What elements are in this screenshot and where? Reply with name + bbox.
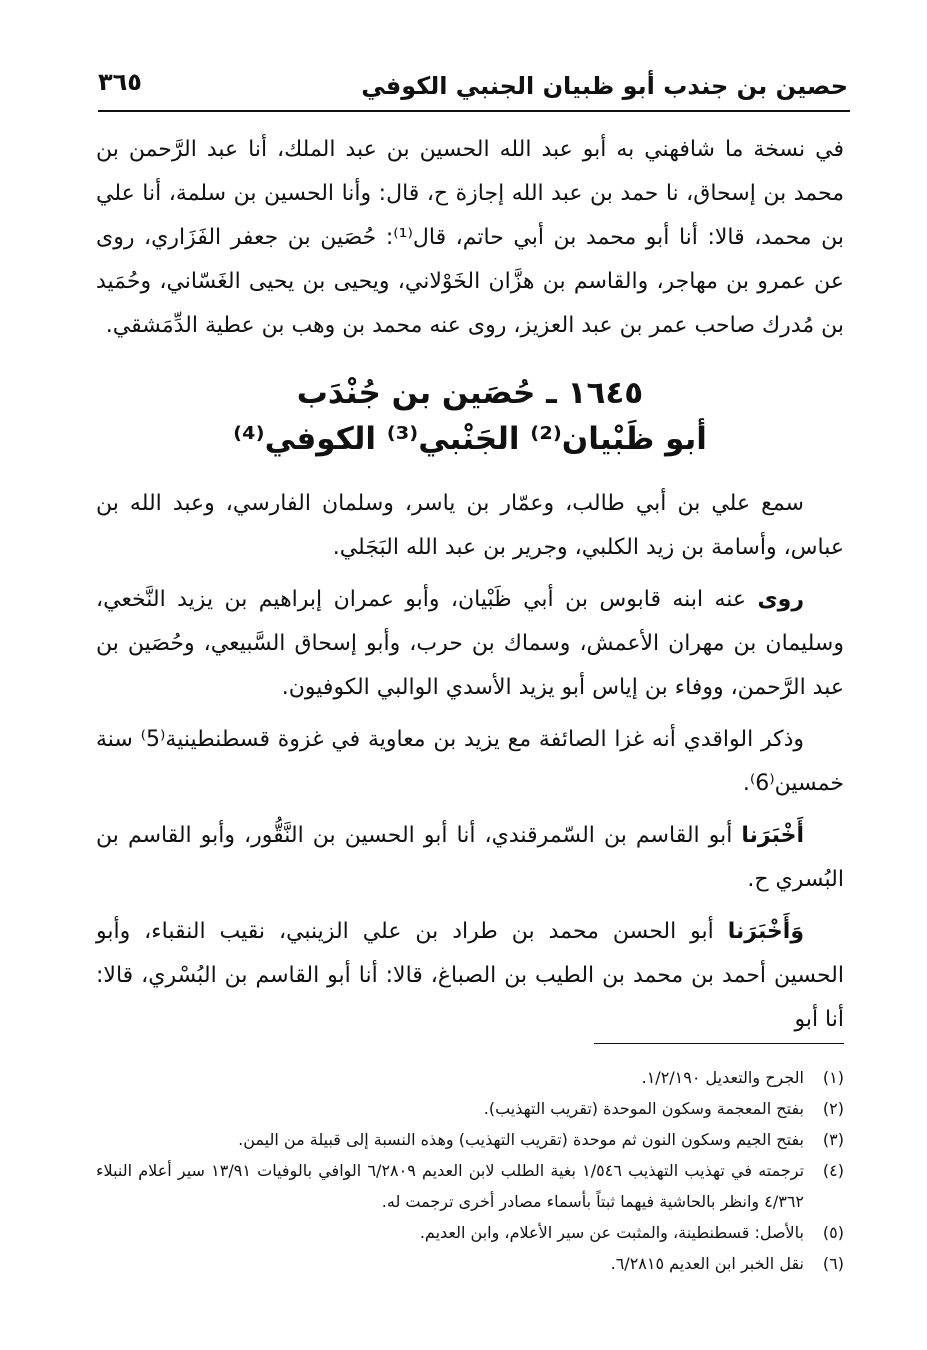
paragraph-lead-word: روى bbox=[757, 587, 804, 612]
paragraph-lead-word: وَأَخْبَرَنا bbox=[727, 919, 804, 944]
footnote bbox=[96, 1217, 844, 1248]
entry-heading-kunya: أبو ظَبْيان⁽²⁾ الجَنْبي⁽³⁾ الكوفي⁽⁴⁾ bbox=[233, 421, 707, 457]
footnote bbox=[96, 1062, 844, 1093]
header-rule bbox=[98, 110, 850, 112]
footnote bbox=[96, 1155, 844, 1217]
paragraph-waqidi: وذكر الواقدي أنه غزا الصائفة مع يزيد بن معاوية في غزوة قسطنطينية⁽5⁾ سنة خمسين⁽6⁾. bbox=[96, 727, 844, 796]
paragraph-akhbarana-1-text: أبو القاسم بن السّمرقندي، أنا أبو الحسين بن النَّقُّور، وأبو القاسم بن البُسري ح. bbox=[96, 823, 844, 892]
footnote-rule bbox=[594, 1043, 844, 1044]
footnote-text: نقل الخبر ابن العديم ٦/٢٨١٥. bbox=[610, 1254, 804, 1273]
running-title: حصين بن جندب أبو ظبيان الجنبي الكوفي bbox=[361, 72, 848, 100]
footnote-number: (٢) bbox=[822, 1099, 844, 1118]
footnotes bbox=[96, 1062, 844, 1279]
footnote-number: (٦) bbox=[822, 1254, 844, 1273]
footnote bbox=[96, 1093, 844, 1124]
paragraph-students-text: عنه ابنه قابوس بن أبي ظَبْيان، وأبو عمران إبراهيم بن يزيد النَّخعي، وسليمان بن مهران الأعمش، وسماك بن حرب، وأبو إسحاق السَّبيعي، وحُصَين بن عبد الرَّحمن، ووفاء بن إياس أبو يزيد الأسدي الوالبي الكوفيون. bbox=[96, 587, 844, 700]
paragraph-akhbarana-2-text: أبو الحسن محمد بن طراد بن علي الزينبي، نقيب النقباء، وأبو الحسين أحمد بن محمد بن الطيب بن الصباغ، قالا: أنا أبو القاسم بن البُسْري، قالا: أنا أبو bbox=[96, 919, 844, 1032]
footnote-number: (٣) bbox=[822, 1130, 844, 1149]
footnote-number: (٤) bbox=[822, 1161, 844, 1180]
paragraph-akhbarana-2 bbox=[96, 910, 844, 1042]
main-text bbox=[96, 128, 844, 1042]
footnote-text: الجرح والتعديل ١/٢/١٩٠. bbox=[641, 1068, 804, 1087]
footnote-text: بفتح المعجمة وسكون الموحدة (تقريب التهذيب). bbox=[483, 1099, 804, 1118]
paragraph-akhbarana-1 bbox=[96, 814, 844, 902]
page-number: ٣٦٥ bbox=[98, 68, 142, 96]
paragraph-isnad-continued: في نسخة ما شافهني به أبو عبد الله الحسين بن عبد الملك، أنا عبد الرَّحمن بن محمد بن إسحاق، نا حمد بن عبد الله إجازة ح، قال: وأنا الحسين بن سلمة، أنا علي بن محمد، قالا: أنا أبو محمد بن أبي حاتم، قال⁽¹⁾: حُصَين بن جعفر الفَزَاري، روى عن عمرو بن مهاجر، والقاسم بن هزَّان الخَوْلاني، ويحيى بن يحيى الغَسّاني، وحُمَيد بن مُدرك صاحب عمر بن عبد العزيز، روى عنه محمد بن وهب بن عطية الدِّمَشقي. bbox=[96, 137, 844, 338]
footnote bbox=[96, 1124, 844, 1155]
entry-heading-name: ١٦٤٥ ـ حُصَين بن جُنْدَب bbox=[296, 375, 644, 411]
paragraph-students bbox=[96, 578, 844, 710]
footnote-text: ترجمته في تهذيب التهذيب ١/٥٤٦ بغية الطلب لابن العديم ٦/٢٨٠٩ الوافي بالوفيات ١٣/٩١ سير أعلام النبلاء ٤/٣٦٢ وانظر بالحاشية فيهما ثبتاً بأسماء مصادر أخرى ترجمت له. bbox=[96, 1161, 805, 1211]
entry-heading bbox=[96, 370, 844, 462]
page-header bbox=[98, 62, 848, 106]
footnote-text: بفتح الجيم وسكون النون ثم موحدة (تقريب التهذيب) وهذه النسبة إلى قبيلة من اليمن. bbox=[238, 1130, 804, 1149]
footnote bbox=[96, 1248, 844, 1279]
footnote-text: بالأصل: قسطنطينة، والمثبت عن سير الأعلام، وابن العديم. bbox=[419, 1223, 804, 1242]
footnote-number: (٥) bbox=[822, 1223, 844, 1242]
paragraph-teachers: سمع علي بن أبي طالب، وعمّار بن ياسر، وسلمان الفارسي، وعبد الله بن عباس، وأسامة بن زيد الكلبي، وجرير بن عبد الله البَجَلي. bbox=[96, 491, 844, 560]
footnote-number: (١) bbox=[822, 1068, 844, 1087]
paragraph-lead-word: أَخْبَرَنا bbox=[741, 823, 804, 848]
